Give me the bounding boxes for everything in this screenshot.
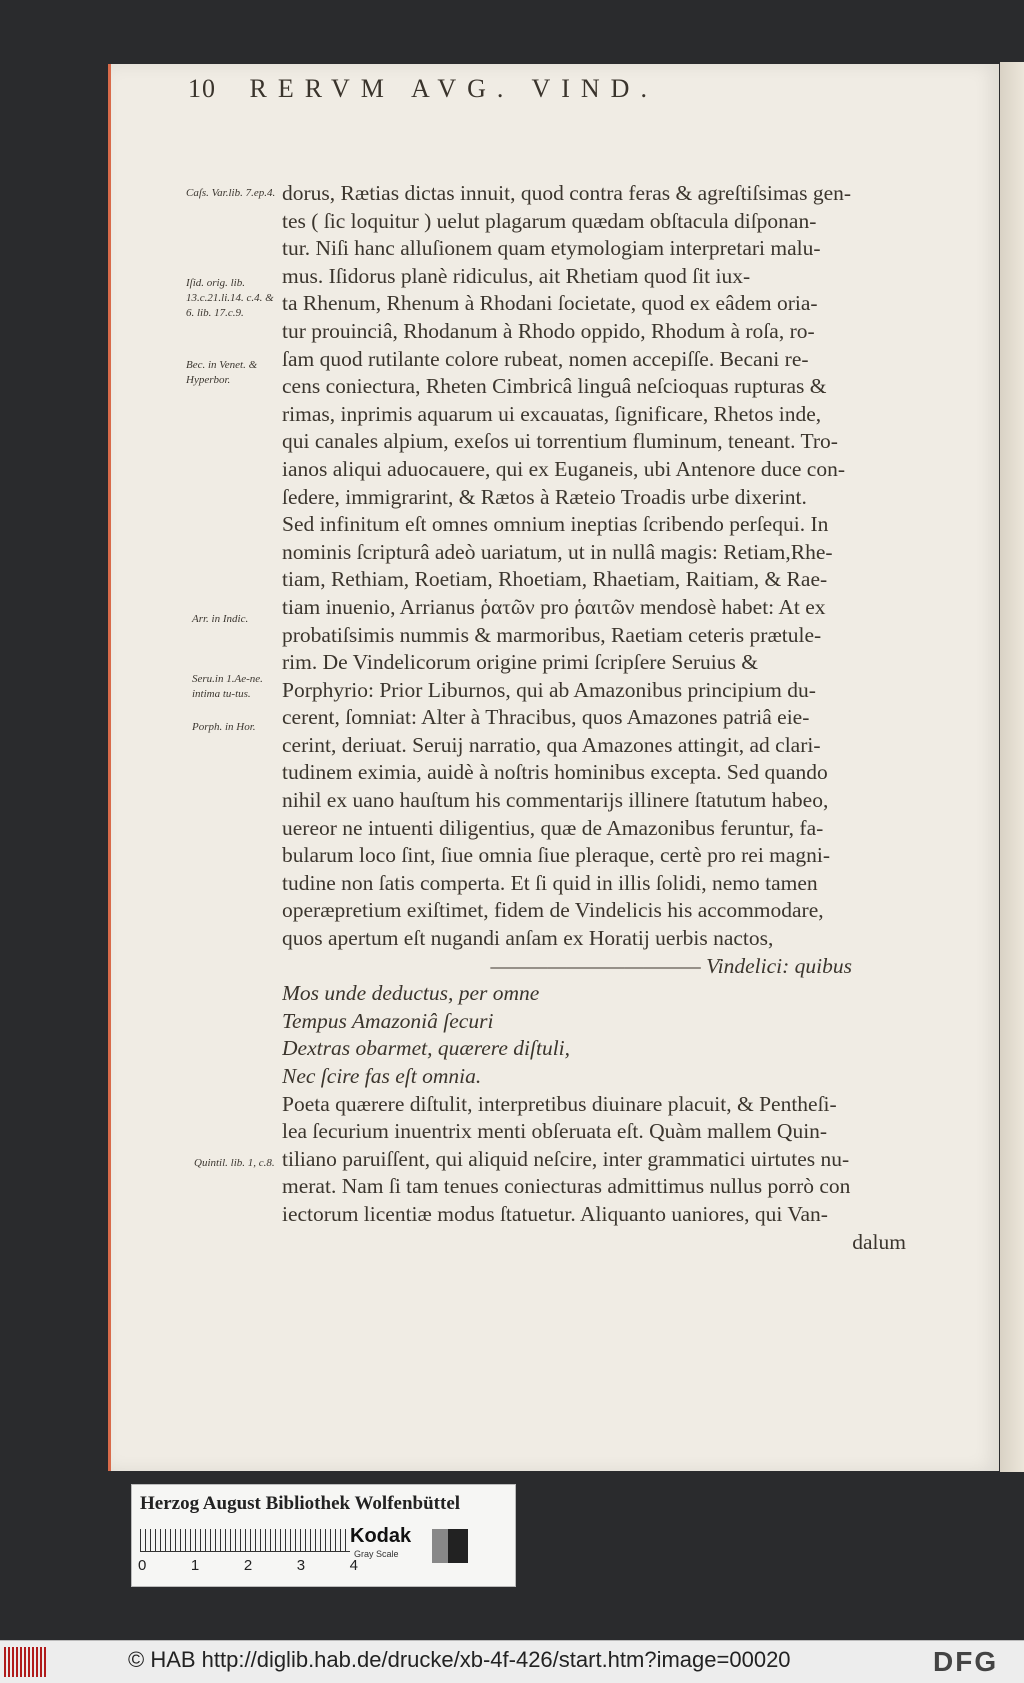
text-line: ſam quod rutilante colore rubeat, nomen accepiſſe. Becani re- [282, 346, 809, 371]
running-header [188, 74, 788, 114]
catchword: dalum [852, 1229, 906, 1254]
body-text [282, 180, 922, 1256]
gray-scale-label: Gray Scale [354, 1549, 399, 1559]
text-line: cerint, deriuat. Seruij narratio, qua Amazones attingit, ad clari- [282, 732, 821, 757]
black-swatch [448, 1529, 468, 1563]
margin-note: Caſs. Var.lib. 7.ep.4. [186, 187, 276, 199]
text-line: qui canales alpium, exeſos ui torrentium fluminum, teneant. Tro- [282, 429, 838, 454]
scale-number: 0 [138, 1557, 147, 1574]
margin-note: Iſid. orig. lib. 13.c.21.li.14. c.4. & 6. lib. 17.c.9. [186, 277, 274, 319]
text-line: tur. Niſi hanc alluſionem quam etymologiam interpretari malu- [282, 236, 821, 261]
credit-url[interactable]: © HAB http://diglib.hab.de/drucke/xb-4f-426/start.htm?image=00020 [128, 1647, 791, 1672]
text-line: nihil ex uano hauſtum his commentarijs illinere ſtatutum habeo, [282, 788, 829, 813]
scale-number: 4 [349, 1557, 358, 1574]
text-line: lea ſecurium inuentrix menti obſeruata eſt. Quàm mallem Quin- [282, 1119, 828, 1144]
quote-line: Tempus Amazoniâ ſecuri [282, 1008, 494, 1033]
text-line: dorus, Rætias dictas innuit, quod contra feras & agreſtiſsimas gen- [282, 181, 852, 205]
library-name: Herzog August Bibliothek Wolfenbüttel [140, 1493, 461, 1514]
scale-number: 3 [296, 1557, 306, 1574]
text-line: rimas, inprimis aquarum ui excauatas, ſignificare, Rhetos inde, [282, 401, 822, 426]
text-line: tudinem eximia, auidè à noſtris hominibus excepta. Sed quando [282, 760, 828, 785]
scale-numbers [138, 1557, 358, 1574]
text-line: ſedere, immigrarint, & Rætos à Ræteio Troadis urbe dixerint. [282, 484, 807, 509]
text-line: cens coniectura, Rheten Cimbricâ linguâ neſcioquas rupturas & [282, 374, 827, 399]
text-line: tes ( ſic loquitur ) uelut plagarum quædam obſtacula diſponan- [282, 208, 817, 233]
text-line: Porphyrio: Prior Liburnos, qui ab Amazonibus principium du- [282, 677, 816, 702]
running-title: RERVM AVG. VIND. [249, 74, 658, 103]
margin-note: Bec. in Venet. & Hyperbor. [186, 359, 258, 386]
text-line: cerent, ſomniat: Alter à Thracibus, quos Amazones patriâ eie- [282, 705, 810, 730]
quote-line: Dextras obarmet, quærere diſtuli, [282, 1036, 571, 1061]
scale-ruler [140, 1529, 350, 1552]
adjacent-page-edge [1000, 62, 1024, 1472]
barcode-icon [4, 1647, 48, 1677]
text-line: mus. Iſidorus planè ridiculus, ait Rhetiam quod ſit iux- [282, 263, 751, 288]
text-line: tur prouinciâ, Rhodanum à Rhodo oppido, Rhodum à roſa, ro- [282, 318, 815, 343]
page-number: 10 [188, 74, 216, 103]
text-line: rim. De Vindelicorum origine primi ſcripſere Seruius & [282, 650, 758, 675]
text-line: operæpretium exiſtimet, fidem de Vindelicis his accommodare, [282, 898, 824, 923]
text-line: tiam, Rethiam, Roetiam, Rhoetiam, Rhaetiam, Raitiam, & Rae- [282, 567, 828, 592]
margin-note: Quintil. lib. 1, c.8. [194, 1157, 275, 1169]
quote-line: Mos unde deductus, per omne [282, 981, 540, 1006]
text-line: nominis ſcripturâ adeò uariatum, ut in nullâ magis: Retiam,Rhe- [282, 539, 833, 564]
text-line: tiam inuenio, Arrianus ῥατῶν pro ῥαιτῶν mendosè habet: At ex [282, 594, 826, 619]
quote-lead-line: ——————————— Vindelici: quibus [490, 953, 852, 978]
text-line: iectorum licentiæ modus ſtatuetur. Aliquanto uaniores, qui Van- [282, 1201, 828, 1226]
dfg-logo: DFG [933, 1646, 999, 1677]
margin-note: Porph. in Hor. [192, 721, 256, 733]
text-line: ta Rhenum, Rhenum à Rhodani ſocietate, quod ex eâdem oria- [282, 291, 818, 316]
text-line: ianos aliqui aduocauere, qui ex Euganeis, ubi Antenore duce con- [282, 456, 845, 481]
margin-note: Arr. in Indic. [192, 613, 249, 625]
scale-number: 2 [243, 1557, 253, 1574]
text-line: quos apertum eſt nugandi anſam ex Horatij uerbis nactos, [282, 926, 774, 951]
text-line: merat. Nam ſi tam tenues coniecturas admittimus nullus porrò con [282, 1174, 851, 1199]
margin-note: Seru.in 1.Ae-ne. intima tu-tus. [192, 673, 263, 700]
viewer-footer [0, 1640, 1024, 1683]
text-line: Poeta quærere diſtulit, interpretibus diuinare placuit, & Pentheſi- [282, 1091, 837, 1116]
text-line: Sed infinitum eſt omnes omnium ineptias ſcribendo perſequi. In [282, 512, 829, 537]
text-line: tiliano paruiſſent, qui aliquid neſcire, inter grammatici uirtutes nu- [282, 1146, 850, 1171]
kodak-logo: Kodak [350, 1525, 412, 1547]
text-line: tudine non ſatis comperta. Et ſi quid in illis ſolidi, nemo tamen [282, 870, 818, 895]
scale-number: 1 [190, 1557, 200, 1574]
quote-line: Nec ſcire fas eſt omnia. [282, 1064, 482, 1088]
text-line: probatiſsimis nummis & marmoribus, Raetiam ceteris prætule- [282, 622, 822, 647]
text-line: uereor ne intuenti diligentius, quæ de Amazonibus feruntur, fa- [282, 815, 824, 840]
library-color-card [131, 1484, 516, 1587]
text-line: bularum loco ſint, ſiue omnia ſiue pleraque, certè pro rei magni- [282, 843, 831, 868]
gray-swatch [432, 1529, 448, 1563]
